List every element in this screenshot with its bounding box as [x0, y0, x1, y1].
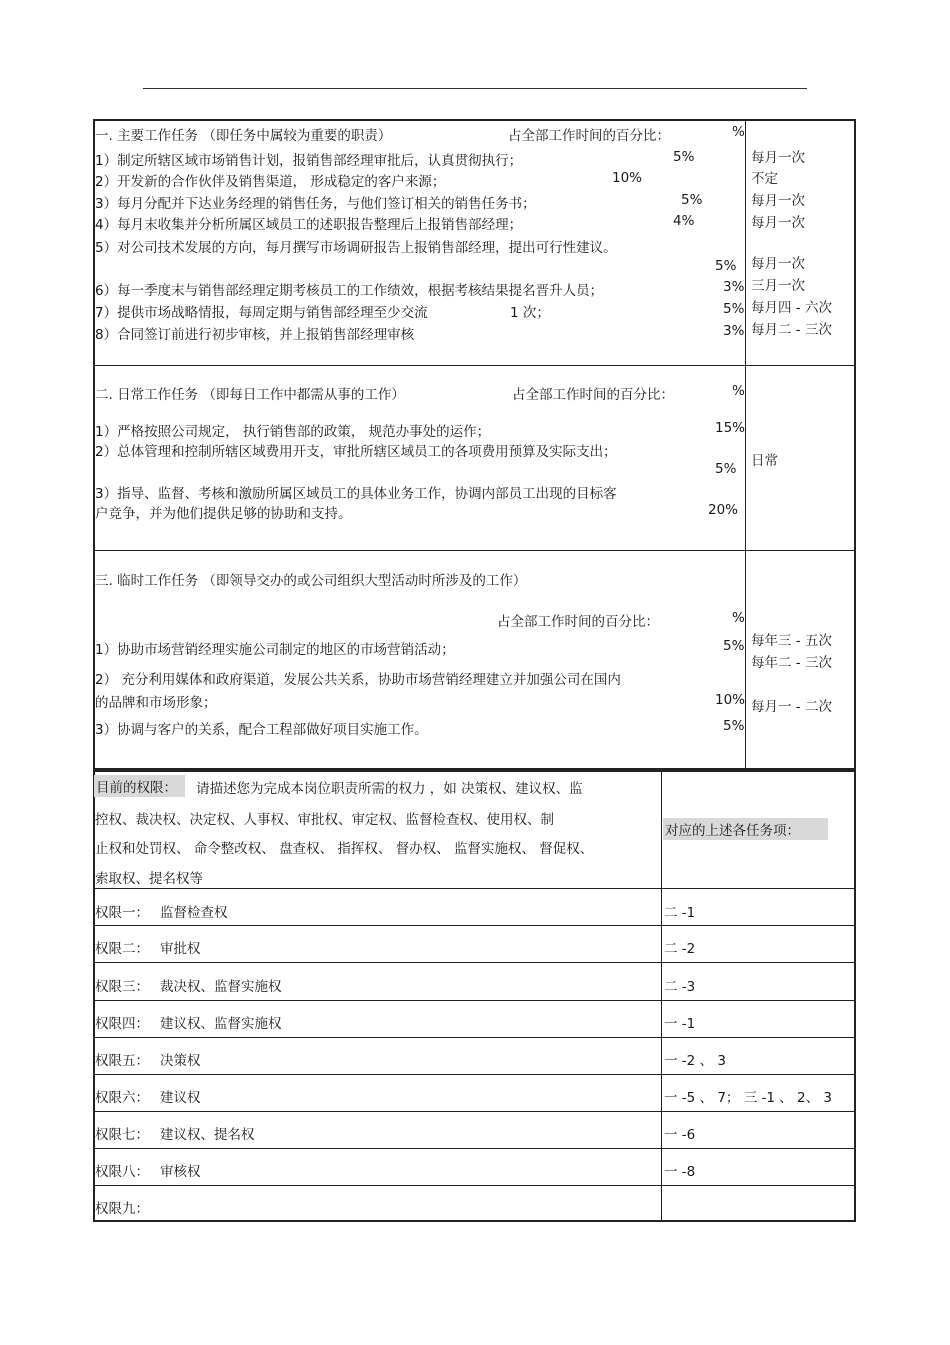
authority-row-6-value: 建议权	[160, 1090, 201, 1106]
section1-freq-1: 每月一次	[751, 150, 805, 166]
authority-row-divider	[94, 962, 855, 963]
authority-row-5-value: 决策权	[160, 1053, 201, 1069]
authority-row-1-label: 权限一：	[95, 905, 149, 921]
section1-freq-6: 三月一次	[751, 278, 805, 294]
authority-desc-line1: 请描述您为完成本岗位职责所需的权力 ，如 决策权、建议权、监	[196, 781, 583, 797]
section2-item-3-line2: 户竞争，并为他们提供足够的协助和支持。	[95, 506, 352, 522]
authority-row-1-ref: 二 -1	[664, 905, 696, 921]
section1-pct-symbol: %	[732, 124, 745, 140]
authority-row-4-label: 权限四：	[95, 1016, 149, 1032]
section2-item-2: 2）总体管理和控制所辖区域费用开支，审批所辖区域员工的各项费用预算及实际支出；	[95, 444, 617, 460]
section2-pct-label: 占全部工作时间的百分比：	[512, 387, 674, 403]
section3-freq-2: 每年二 - 三次	[751, 655, 832, 671]
section3-item-1: 1）协助市场营销经理实施公司制定的地区的市场营销活动；	[95, 642, 455, 658]
tasks-column-divider	[745, 120, 746, 769]
section1-item-4: 4）每月末收集并分析所属区域员工的述职报告整理后上报销售部经理；	[95, 217, 523, 233]
authority-row-7-label: 权限七：	[95, 1127, 149, 1143]
authority-row-divider	[94, 925, 855, 926]
authority-row-5-label: 权限五：	[95, 1053, 149, 1069]
section3-freq-3: 每月一 - 二次	[751, 699, 832, 715]
authority-row-9-label: 权限九：	[95, 1201, 149, 1217]
section3-item-3-pct: 5%	[723, 718, 745, 734]
authority-row-divider	[94, 1185, 855, 1186]
section-divider-2	[94, 550, 855, 551]
section1-freq-8: 每月二 - 三次	[751, 322, 832, 338]
section2-item-2-pct: 5%	[715, 461, 737, 477]
authority-row-1-value: 监督检查权	[160, 905, 228, 921]
section1-item-5: 5）对公司技术发展的方向，每月撰写市场调研报告上报销售部经理，提出可行性建议。	[95, 240, 617, 256]
section1-freq-5: 每月一次	[751, 256, 805, 272]
authority-row-2-value: 审批权	[160, 941, 201, 957]
authority-desc-line4: 索取权、提名权等	[95, 871, 203, 887]
header-rule	[143, 88, 807, 89]
authority-label: 目前的权限：	[94, 775, 185, 797]
section1-heading: 一. 主要工作任务 （即任务中属较为重要的职责）	[95, 128, 392, 144]
section3-pct-label: 占全部工作时间的百分比：	[497, 614, 659, 630]
section2-freq: 日常	[751, 453, 778, 469]
section1-item-6-pct: 3%	[723, 279, 745, 295]
section1-freq-3: 每月一次	[751, 193, 805, 209]
authority-row-2-ref: 二 -2	[664, 941, 696, 957]
section1-item-1-pct: 5%	[673, 149, 695, 165]
section-divider-1	[94, 365, 855, 366]
authority-desc-line3: 止权和处罚权、 命令整改权、 盘查权、 指挥权、 督办权、 监督实施权、 督促权、	[95, 841, 594, 857]
authority-row-6-label: 权限六：	[95, 1090, 149, 1106]
section3-item-1-pct: 5%	[723, 638, 745, 654]
section1-item-4-pct: 4%	[673, 213, 695, 229]
section1-item-7-pct: 5%	[723, 301, 745, 317]
section1-item-2: 2）开发新的合作伙伴及销售渠道， 形成稳定的客户来源；	[95, 174, 446, 190]
section1-freq-7: 每月四 - 六次	[751, 300, 832, 316]
authority-row-3-label: 权限三：	[95, 979, 149, 995]
section3-heading: 三. 临时工作任务 （即领导交办的或公司组织大型活动时所涉及的工作）	[95, 573, 527, 589]
section1-item-7: 7）提供市场战略情报，每周定期与销售部经理至少交流	[95, 305, 428, 321]
authority-desc-line2: 控权、裁决权、决定权、人事权、审批权、审定权、监督检查权、使用权、制	[95, 812, 554, 828]
section1-item-5-pct: 5%	[715, 258, 737, 274]
authority-row-divider	[94, 1037, 855, 1038]
section1-item-8: 8）合同签订前进行初步审核，并上报销售部经理审核	[95, 327, 415, 343]
authority-column-divider	[661, 771, 662, 1221]
section1-freq-4: 每月一次	[751, 215, 805, 231]
authority-row-6-ref: 一 -5 、 7； 三 -1 、 2、 3	[664, 1090, 833, 1106]
section2-item-1: 1）严格按照公司规定， 执行销售部的政策， 规范办事处的运作；	[95, 424, 491, 440]
authority-row-4-ref: 一 -1	[664, 1016, 696, 1032]
section1-item-7-extra: 1 次；	[510, 305, 550, 321]
authority-row-divider	[94, 1148, 855, 1149]
section1-item-8-pct: 3%	[723, 323, 745, 339]
section2-heading: 二. 日常工作任务 （即每日工作中都需从事的工作）	[95, 387, 405, 403]
section1-item-1: 1）制定所辖区域市场销售计划，报销售部经理审批后，认真贯彻执行；	[95, 153, 523, 169]
section3-item-2-pct: 10%	[715, 692, 746, 708]
section2-item-1-pct: 15%	[715, 420, 746, 436]
section1-freq-2: 不定	[751, 171, 778, 187]
authority-row-8-ref: 一 -8	[664, 1164, 696, 1180]
section1-pct-label: 占全部工作时间的百分比：	[508, 128, 670, 144]
section3-item-2-line1: 2） 充分利用媒体和政府渠道，发展公共关系，协助市场营销经理建立并加强公司在国内	[95, 672, 621, 688]
section1-item-3: 3）每月分配并下达业务经理的销售任务，与他们签订相关的销售任务书；	[95, 196, 536, 212]
authority-row-7-ref: 一 -6	[664, 1127, 696, 1143]
authority-row-3-value: 裁决权、监督实施权	[160, 979, 282, 995]
section2-item-3-pct: 20%	[708, 502, 739, 518]
section1-item-6: 6）每一季度末与销售部经理定期考核员工的工作绩效，根据考核结果提名晋升人员；	[95, 283, 604, 299]
section3-pct-symbol: %	[732, 610, 745, 626]
authority-row-divider	[94, 1000, 855, 1001]
authority-row-8-value: 审核权	[160, 1164, 201, 1180]
section1-item-3-pct: 5%	[681, 192, 703, 208]
authority-row-8-label: 权限八：	[95, 1164, 149, 1180]
task-reference-header: 对应的上述各任务项：	[663, 818, 828, 840]
section3-freq-1: 每年三 - 五次	[751, 633, 832, 649]
authority-row-divider	[94, 1074, 855, 1075]
authority-row-divider	[94, 1111, 855, 1112]
section3-item-3: 3）协调与客户的关系，配合工程部做好项目实施工作。	[95, 722, 428, 738]
authority-row-7-value: 建议权、提名权	[160, 1127, 255, 1143]
authority-row-divider	[94, 888, 855, 889]
authority-row-2-label: 权限二：	[95, 941, 149, 957]
authority-row-4-value: 建议权、监督实施权	[160, 1016, 282, 1032]
authority-row-5-ref: 一 -2 、 3	[664, 1053, 726, 1069]
authority-row-3-ref: 二 -3	[664, 979, 696, 995]
section1-item-2-pct: 10%	[612, 170, 643, 186]
section3-item-2-line2: 的品牌和市场形象；	[95, 695, 217, 711]
section2-pct-symbol: %	[732, 383, 745, 399]
section2-item-3-line1: 3）指导、监督、考核和激励所属区域员工的具体业务工作，协调内部员工出现的目标客	[95, 486, 617, 502]
